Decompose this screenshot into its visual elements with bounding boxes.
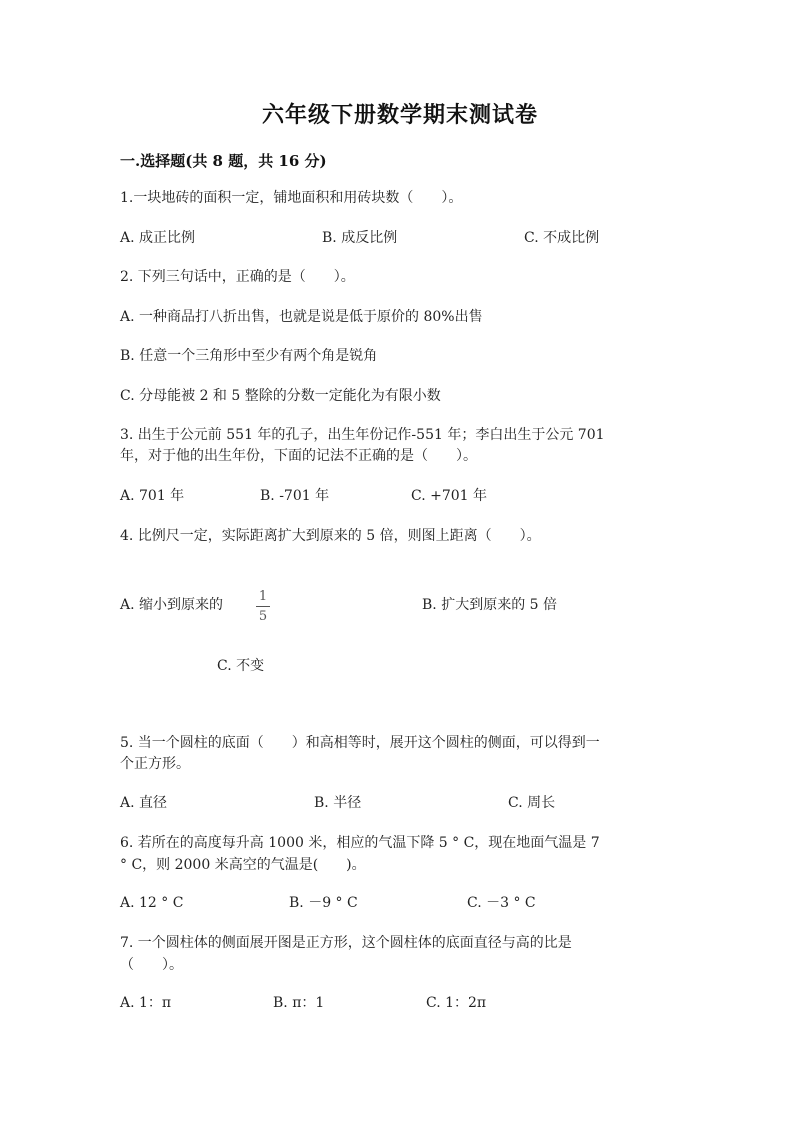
question-2-option-b: B. 任意一个三角形中至少有两个角是锐角 (120, 348, 378, 364)
question-7-option-a: A. 1：π (120, 995, 172, 1011)
question-6-text-line-1: 6. 若所在的高度每升高 1000 米，相应的气温下降 5 ° C，现在地面气温是 7 (120, 835, 600, 851)
question-1-option-c: C. 不成比例 (524, 230, 600, 246)
question-7-option-c: C. 1：2π (426, 995, 487, 1011)
question-5-text-line-1: 5. 当一个圆柱的底面（ ）和高相等时，展开这个圆柱的侧面，可以得到一 (120, 735, 600, 751)
question-2-option-c: C. 分母能被 2 和 5 整除的分数一定能化为有限小数 (120, 388, 441, 404)
question-1-option-a: A. 成正比例 (120, 230, 196, 246)
question-5-option-c: C. 周长 (508, 795, 556, 811)
question-3-text-line-1: 3. 出生于公元前 551 年的孔子，出生年份记作-551 年；李白出生于公元 701 (120, 427, 605, 443)
question-5-option-b: B. 半径 (314, 795, 362, 811)
question-2-option-a: A. 一种商品打八折出售，也就是说是低于原价的 80%出售 (120, 309, 483, 325)
question-4-option-c: C. 不变 (217, 658, 265, 674)
question-3-option-b: B. -701 年 (260, 488, 330, 504)
question-4-text: 4. 比例尺一定，实际距离扩大到原来的 5 倍，则图上距离（ ）。 (120, 528, 541, 544)
question-6-option-c: C. －3 ° C (467, 895, 536, 911)
question-7-text-line-2: （ ）。 (120, 957, 183, 973)
question-7-option-b: B. π：1 (273, 995, 325, 1011)
fraction-denominator: 5 (258, 609, 268, 624)
page-title: 六年级下册数学期末测试卷 (261, 102, 538, 128)
question-3-option-c: C. +701 年 (411, 488, 488, 504)
question-2-text: 2. 下列三句话中，正确的是（ ）。 (120, 269, 355, 285)
question-4-option-b: B. 扩大到原来的 5 倍 (422, 597, 557, 613)
question-7-text-line-1: 7. 一个圆柱体的侧面展开图是正方形，这个圆柱体的底面直径与高的比是 (120, 935, 572, 951)
question-6-option-a: A. 12 ° C (120, 895, 184, 911)
question-5-text-line-2: 个正方形。 (120, 756, 190, 772)
fraction-numerator: 1 (258, 589, 268, 604)
question-6-option-b: B. －9 ° C (289, 895, 358, 911)
section-heading: 一.选择题(共 8 题，共 16 分) (120, 152, 327, 170)
question-4-option-a: A. 缩小到原来的 (120, 597, 224, 613)
fraction-bar (256, 606, 270, 607)
question-5-option-a: A. 直径 (120, 795, 168, 811)
question-6-text-line-2: ° C，则 2000 米高空的气温是( )。 (120, 857, 366, 873)
question-3-text-line-2: 年，对于他的出生年份，下面的记法不正确的是（ ）。 (120, 448, 477, 464)
question-3-option-a: A. 701 年 (120, 488, 185, 504)
fraction-one-fifth (256, 590, 270, 624)
question-1-text: 1.一块地砖的面积一定，铺地面积和用砖块数（ ）。 (120, 190, 463, 206)
question-1-option-b: B. 成反比例 (322, 230, 398, 246)
